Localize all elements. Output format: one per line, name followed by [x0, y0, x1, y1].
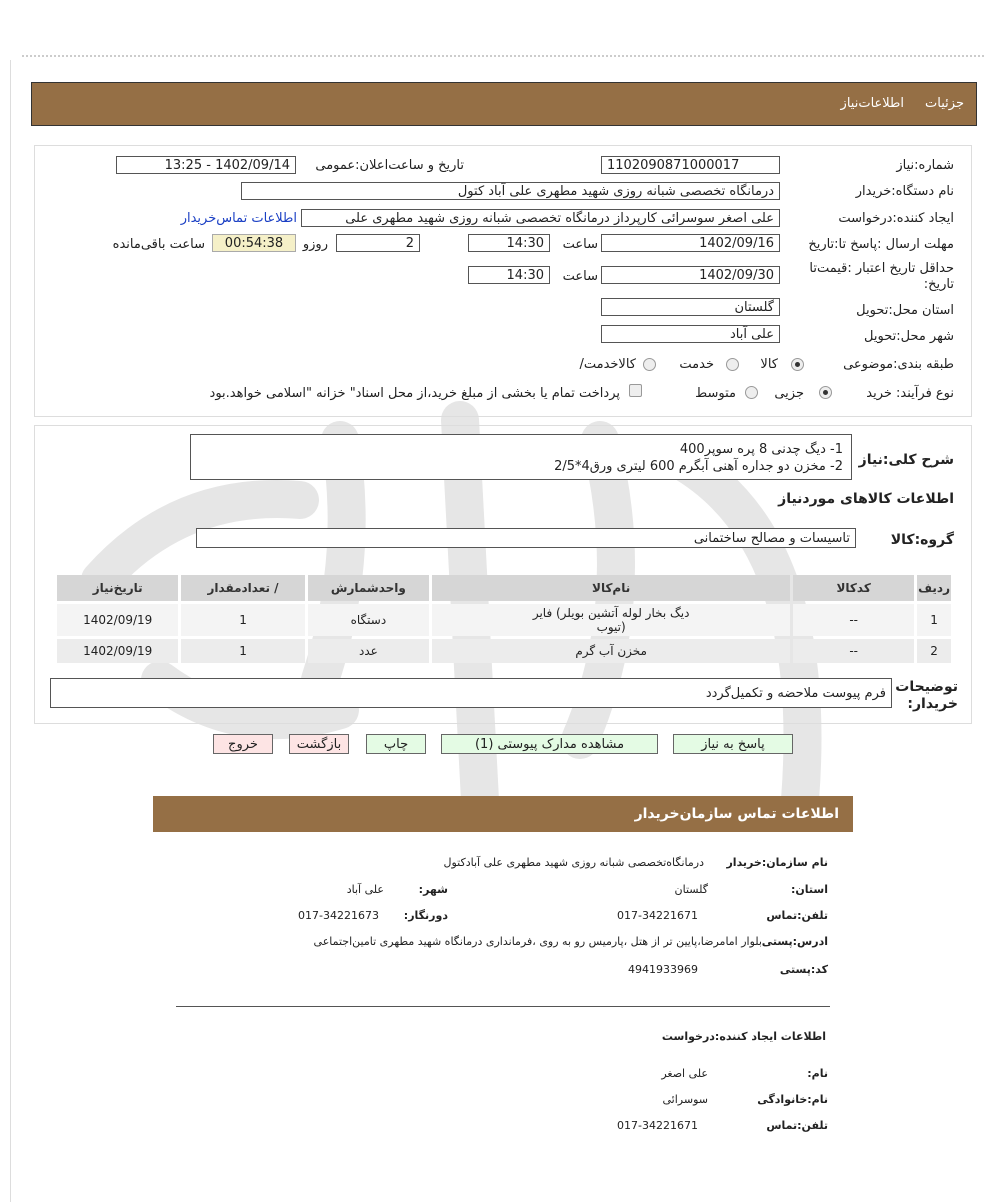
- contact-city-value: علی آباد: [346, 883, 384, 896]
- cell-code: --: [793, 639, 914, 663]
- remaining-label: ساعت باقی‌مانده: [112, 237, 205, 252]
- buyer-contact-link[interactable]: اطلاعات تماس‌خریدار: [180, 211, 297, 226]
- buyer-notes-field: فرم پیوست ملاحضه و تکمیل‌گردد: [50, 678, 892, 708]
- left-border: [10, 60, 11, 1202]
- table-row[interactable]: [57, 604, 951, 636]
- back-button[interactable]: بازگشت: [289, 734, 349, 754]
- cell-row: 1: [917, 604, 951, 636]
- validity-time-field: 14:30: [468, 266, 550, 284]
- validity-date-field: 1402/09/30: [601, 266, 780, 284]
- deadline-label: مهلت ارسال :پاسخ تا:تاریخ: [808, 237, 954, 252]
- goods-group-field: تاسیسات و مصالح ساختمانی: [196, 528, 856, 548]
- col-code-header: کدکالا: [793, 575, 914, 601]
- col-row-header: ردیف: [917, 575, 951, 601]
- category-label: طبقه بندی:موضوعی: [843, 357, 954, 372]
- buyer-notes-label-1: توضیحات: [895, 679, 958, 695]
- contact-province-value: گلستان: [674, 883, 708, 896]
- validity-label: حداقل تاریخ اعتبار :قیمت‌تا: [809, 261, 954, 276]
- category-service-radio[interactable]: [726, 358, 739, 371]
- reply-button[interactable]: پاسخ به نیاز: [673, 734, 793, 754]
- province-label: استان محل:تحویل: [856, 303, 954, 318]
- contact-phone-value: 017-34221671: [617, 909, 698, 922]
- deadline-time-field: 14:30: [468, 234, 550, 252]
- contact-address-value: بلوار امامرضا،پایین تر از هتل ،پارمیس رو به روی ،فرمانداری درمانگاه شهید مطهری تامین‌اجتماعی: [313, 935, 762, 948]
- category-service-label: خدمت: [679, 357, 714, 372]
- table-header-row: [57, 575, 951, 601]
- contact-postal-value: 4941933969: [628, 963, 698, 976]
- announce-label: تاریخ و ساعت‌اعلان:عمومی: [315, 158, 464, 173]
- cell-qty: 1: [181, 604, 304, 636]
- goods-group-label: گروه:کالا: [890, 532, 954, 548]
- top-dotted-divider: [22, 55, 984, 57]
- cell-date: 1402/09/19: [57, 639, 178, 663]
- cell-name-line-1: دیگ بخار لوله آتشین بویلر) فایر: [532, 606, 690, 620]
- validity-time-label: ساعت: [562, 269, 598, 284]
- contact-section-title: اطلاعات تماس سازمان‌خریدار: [634, 806, 839, 822]
- col-date-header: تاریخ‌نیاز: [57, 575, 178, 601]
- table-row[interactable]: [57, 639, 951, 663]
- cell-row: 2: [917, 639, 951, 663]
- creator-family-value: سوسرائی: [662, 1093, 708, 1106]
- category-both-label: /کالاخدمت: [579, 357, 636, 372]
- contact-address-label: ادرس:پستی: [761, 935, 828, 948]
- description-line-2: 2- مخزن دو جداره آهنی آبگرم 600 لیتری ورق4*2/5: [554, 459, 843, 474]
- col-unit-header: واحدشمارش: [308, 575, 429, 601]
- process-label: نوع فرآیند: خرید: [866, 386, 954, 401]
- category-both-radio[interactable]: [643, 358, 656, 371]
- cell-unit: عدد: [308, 639, 429, 663]
- contact-fax-value: 017-34221673: [298, 909, 379, 922]
- cell-name: مخزن آب گرم: [432, 639, 790, 663]
- tab-need-info[interactable]: اطلاعات‌نیاز: [840, 96, 904, 111]
- days-field: 2: [336, 234, 420, 252]
- countdown-timer: 00:54:38: [212, 234, 296, 252]
- buyer-field: درمانگاه تخصصی شبانه روزی شهید مطهری علی آباد کتول: [241, 182, 780, 200]
- header-bar: [31, 82, 977, 126]
- buyer-label: نام دستگاه:خریدار: [855, 184, 954, 199]
- creator-phone-label: تلفن:تماس: [766, 1119, 828, 1132]
- need-number-field: 1102090871000017: [601, 156, 780, 174]
- deadline-date-field: 1402/09/16: [601, 234, 780, 252]
- description-label: شرح کلی:نیاز: [858, 452, 954, 468]
- buyer-notes-label-2: :خریدار: [907, 696, 958, 712]
- creator-name-label: :نام: [807, 1067, 828, 1080]
- creator-phone-value: 017-34221671: [617, 1119, 698, 1132]
- contact-divider: [176, 1006, 830, 1007]
- view-attachments-button[interactable]: مشاهده مدارک پیوستی (1): [441, 734, 658, 754]
- category-goods-radio[interactable]: [791, 358, 804, 371]
- category-goods-label: کالا: [760, 357, 778, 372]
- days-label: روزو: [302, 237, 328, 252]
- process-medium-radio[interactable]: [745, 386, 758, 399]
- contact-fax-label: :دورنگار: [403, 909, 448, 922]
- contact-section-header: [153, 796, 853, 832]
- announce-field: 1402/09/14 - 13:25: [116, 156, 296, 174]
- cell-qty: 1: [181, 639, 304, 663]
- treasury-payment-note: پرداخت تمام یا بخشی از مبلغ خرید،از محل اسناد" خزانه "اسلامی خواهد.بود: [209, 386, 620, 401]
- contact-province-label: :استان: [790, 883, 828, 896]
- cell-name-line-2: (تیوب: [596, 620, 626, 634]
- tab-details[interactable]: جزئیات: [925, 96, 964, 111]
- goods-info-heading: اطلاعات کالاهای موردنیاز: [778, 491, 954, 507]
- process-medium-label: متوسط: [695, 386, 736, 401]
- contact-org-value: درمانگاه‌تخصصی شبانه روزی شهید مطهری علی آبادکتول: [443, 856, 704, 869]
- validity-label-2: :تاریخ: [923, 277, 954, 292]
- col-name-header: نام‌کالا: [432, 575, 790, 601]
- city-field: علی آباد: [601, 325, 780, 343]
- need-number-label: شماره:نیاز: [896, 158, 954, 173]
- print-button[interactable]: چاپ: [366, 734, 426, 754]
- creator-name-value: علی اصغر: [661, 1067, 708, 1080]
- city-label: شهر محل:تحویل: [864, 329, 954, 344]
- creator-field: علی اصغر سوسرائی کارپرداز درمانگاه تخصصی شبانه روزی شهید مطهری علی: [301, 209, 780, 227]
- contact-phone-label: تلفن:تماس: [766, 909, 828, 922]
- cell-date: 1402/09/19: [57, 604, 178, 636]
- creator-family-label: نام:خانوادگی: [757, 1093, 828, 1106]
- treasury-payment-checkbox[interactable]: [629, 384, 642, 397]
- description-line-1: 1- دیگ چدنی 8 پره سوپر400: [679, 442, 843, 457]
- cell-code: --: [793, 604, 914, 636]
- process-partial-radio[interactable]: [819, 386, 832, 399]
- exit-button[interactable]: خروج: [213, 734, 273, 754]
- cell-unit: دستگاه: [308, 604, 429, 636]
- col-qty-header: / تعدادمقدار: [181, 575, 304, 601]
- contact-city-label: :شهر: [418, 883, 448, 896]
- deadline-time-label: ساعت: [562, 237, 598, 252]
- cell-name: [432, 604, 790, 636]
- process-partial-label: جزیی: [774, 386, 804, 401]
- contact-postal-label: کد:پستی: [779, 963, 828, 976]
- goods-table: [54, 572, 954, 666]
- contact-org-label: نام سازمان:خریدار: [726, 856, 828, 869]
- creator-info-title: اطلاعات ایجاد کننده:درخواست: [661, 1030, 826, 1043]
- creator-label: ایجاد کننده:درخواست: [838, 211, 954, 226]
- province-field: گلستان: [601, 298, 780, 316]
- description-box: [190, 434, 852, 480]
